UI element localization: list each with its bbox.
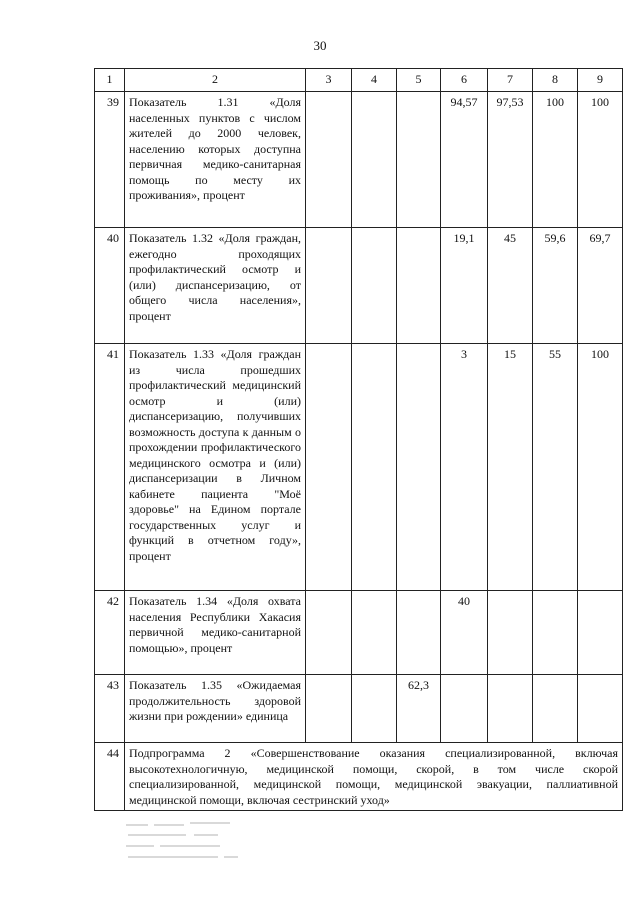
header-cell: 5 [397,69,441,92]
header-cell: 6 [441,69,488,92]
table-row [95,675,623,743]
row-number: 39 [95,92,125,228]
value-cell [352,591,397,675]
header-cell: 4 [352,69,397,92]
value-cell: 59,6 [533,228,578,344]
header-cell: 1 [95,69,125,92]
header-cell: 7 [488,69,533,92]
value-cell: 45 [488,228,533,344]
row-number: 42 [95,591,125,675]
value-cell: 15 [488,344,533,591]
row-number: 40 [95,228,125,344]
table-header-row [95,69,623,92]
value-cell: 19,1 [441,228,488,344]
scan-noise [124,822,242,864]
subprogram-row [95,743,623,811]
value-cell: 97,53 [488,92,533,228]
value-cell [306,228,352,344]
value-cell [578,675,623,743]
value-cell: 62,3 [397,675,441,743]
row-number: 43 [95,675,125,743]
value-cell [306,344,352,591]
row-number: 44 [95,743,125,811]
value-cell [352,228,397,344]
value-cell: 100 [533,92,578,228]
table-row [95,344,623,591]
value-cell [306,591,352,675]
value-cell [397,92,441,228]
value-cell: 69,7 [578,228,623,344]
row-number: 41 [95,344,125,591]
value-cell [397,591,441,675]
value-cell [488,675,533,743]
table-row [95,92,623,228]
value-cell [533,675,578,743]
value-cell: 40 [441,591,488,675]
header-cell: 3 [306,69,352,92]
subprogram-title: Подпрограмма 2 «Совершенствование оказания специализированной, включая высокотехнологичную, медицинской помощи, скорой, в том числе скорой специализированной, медицинской помощи, медицинской эвакуации, паллиативной медицинской помощи, включая сестринский уход» [125,743,623,811]
page-number: 30 [313,38,327,53]
header-cell: 2 [125,69,306,92]
value-cell [397,228,441,344]
value-cell [533,591,578,675]
value-cell [306,675,352,743]
value-cell [488,591,533,675]
indicator-name: Показатель 1.35 «Ожидаемая продолжительность здоровой жизни при рождении» единица [125,675,306,743]
value-cell [578,591,623,675]
header-cell: 8 [533,69,578,92]
value-cell [306,92,352,228]
indicator-name: Показатель 1.32 «Доля граждан, ежегодно проходящих профилактический осмотр и (или) диспансеризацию, от общего числа населения», процент [125,228,306,344]
value-cell: 3 [441,344,488,591]
indicator-name: Показатель 1.34 «Доля охвата населения Республики Хакасия первичной медико-санитарной помощью», процент [125,591,306,675]
indicator-name: Показатель 1.33 «Доля граждан из числа прошедших профилактический медицинский осмотр и (или) диспансеризацию, получивших возможность доступа к данным о прохождении профилактического медицинского осмотра и (или) диспансеризации в Личном кабинете пациента "Моё здоровье" на Едином портале государственных услуг и функций в отчетном году», процент [125,344,306,591]
value-cell: 100 [578,344,623,591]
value-cell [352,344,397,591]
value-cell: 94,57 [441,92,488,228]
table-row [95,591,623,675]
value-cell: 55 [533,344,578,591]
header-cell: 9 [578,69,623,92]
value-cell [397,344,441,591]
indicators-table [94,68,623,811]
table-row [95,228,623,344]
indicator-name: Показатель 1.31 «Доля населенных пунктов с числом жителей до 2000 человек, населению которых доступна первичная медико-санитарная помощь по месту их проживания», процент [125,92,306,228]
value-cell: 100 [578,92,623,228]
value-cell [352,92,397,228]
value-cell [352,675,397,743]
value-cell [441,675,488,743]
